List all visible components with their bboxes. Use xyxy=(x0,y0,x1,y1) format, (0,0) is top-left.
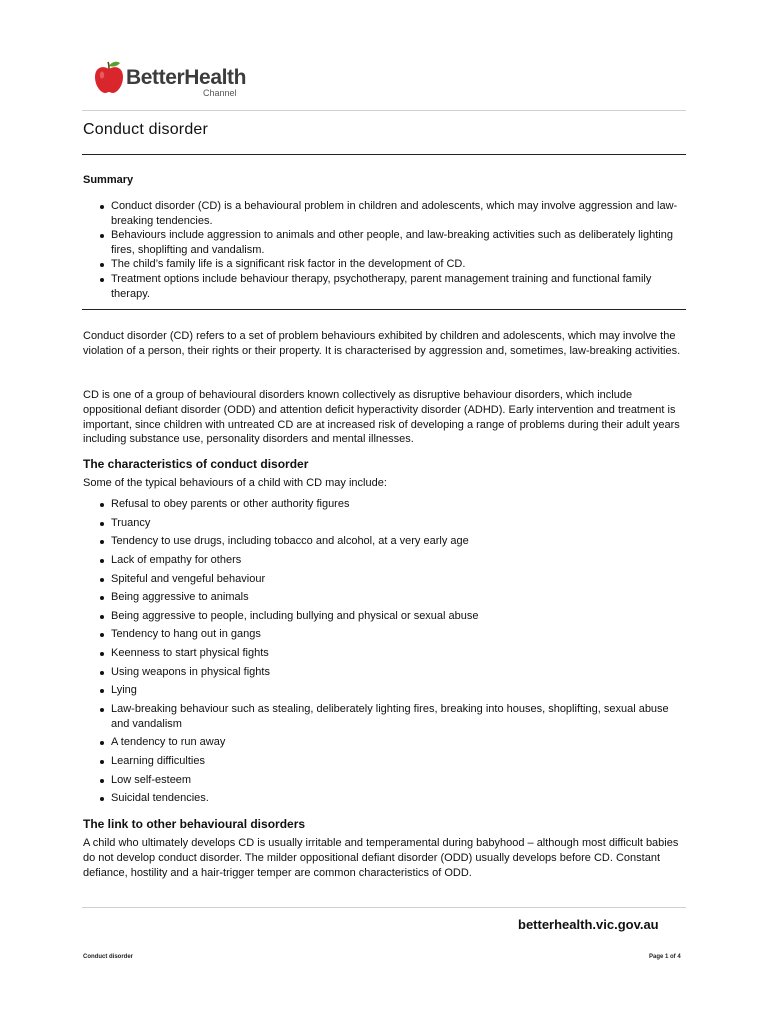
page-number: Page 1 of 4 xyxy=(649,954,681,960)
footer-document-title: Conduct disorder xyxy=(83,954,134,960)
title-divider xyxy=(82,154,686,155)
intro-paragraph: CD is one of a group of behavioural disorders known collectively as disruptive behaviour disorders, which include oppositional defiant disorder (ODD) and attention deficit hyperactivity disorder (ADHD). Early intervention and treatment is important, since children with untreated CD are at increased risk of developing a range of problems during their adult years including substance use, personality disorders and mental illnesses. xyxy=(83,389,680,446)
summary-item: Conduct disorder (CD) is a behavioural problem in children and adolescents, which may involve aggression and law-breaking tendencies. xyxy=(96,199,686,228)
summary-item: Behaviours include aggression to animals and other people, and law-breaking activities such as deliberately lighting fires, shoplifting and vandalism. xyxy=(96,228,686,257)
summary-item: Treatment options include behaviour therapy, psychotherapy, parent management training and functional family therapy. xyxy=(96,272,686,301)
apple-icon xyxy=(94,60,124,94)
section-heading-link: The link to other behavioural disorders xyxy=(83,817,306,831)
page-title: Conduct disorder xyxy=(83,121,209,138)
section-heading-characteristics: The characteristics of conduct disorder xyxy=(83,457,309,471)
list-item: Tendency to use drugs, including tobacco and alcohol, at a very early age xyxy=(96,534,686,549)
list-item: Law-breaking behaviour such as stealing, deliberately lighting fires, breaking into houses, shoplifting, sexual abuse and vandalism xyxy=(96,702,686,731)
list-item: Using weapons in physical fights xyxy=(96,665,686,680)
characteristics-lead: Some of the typical behaviours of a child with CD may include: xyxy=(83,477,387,489)
summary-heading: Summary xyxy=(83,174,134,186)
list-item: Spiteful and vengeful behaviour xyxy=(96,572,686,587)
site-url-link[interactable]: betterhealth.vic.gov.au xyxy=(518,917,659,932)
list-item: Tendency to hang out in gangs xyxy=(96,627,686,642)
list-item: Being aggressive to animals xyxy=(96,590,686,605)
footer-divider xyxy=(82,907,686,908)
list-item: Truancy xyxy=(96,516,686,531)
better-health-logo[interactable] xyxy=(94,58,264,98)
header-divider xyxy=(82,110,686,111)
list-item: Suicidal tendencies. xyxy=(96,791,686,806)
list-item: A tendency to run away xyxy=(96,735,686,750)
list-item: Keenness to start physical fights xyxy=(96,646,686,661)
logo-wordmark: BetterHealth xyxy=(126,66,247,89)
link-paragraph: A child who ultimately develops CD is usually irritable and temperamental during babyhood – although most difficult babies do not develop conduct disorder. The milder oppositional defiant disorder (ODD) usually develops before CD. Constant defiance, hostility and a hair-trigger temper are common characteristics of ODD. xyxy=(83,837,679,879)
list-item: Lying xyxy=(96,683,686,698)
list-item: Low self-esteem xyxy=(96,773,686,788)
summary-item: The child’s family life is a significant risk factor in the development of CD. xyxy=(96,257,686,272)
summary-list xyxy=(96,199,686,301)
summary-divider xyxy=(82,309,686,310)
characteristics-list xyxy=(96,497,686,810)
logo-subtitle: Channel xyxy=(203,88,237,98)
list-item: Learning difficulties xyxy=(96,754,686,769)
list-item: Refusal to obey parents or other authority figures xyxy=(96,497,686,512)
list-item: Lack of empathy for others xyxy=(96,553,686,568)
intro-paragraph: Conduct disorder (CD) refers to a set of problem behaviours exhibited by children and adolescents, which may involve the violation of a person, their rights or their property. It is characterised by aggression and, sometimes, law-breaking activities. xyxy=(83,330,681,357)
list-item: Being aggressive to people, including bullying and physical or sexual abuse xyxy=(96,609,686,624)
